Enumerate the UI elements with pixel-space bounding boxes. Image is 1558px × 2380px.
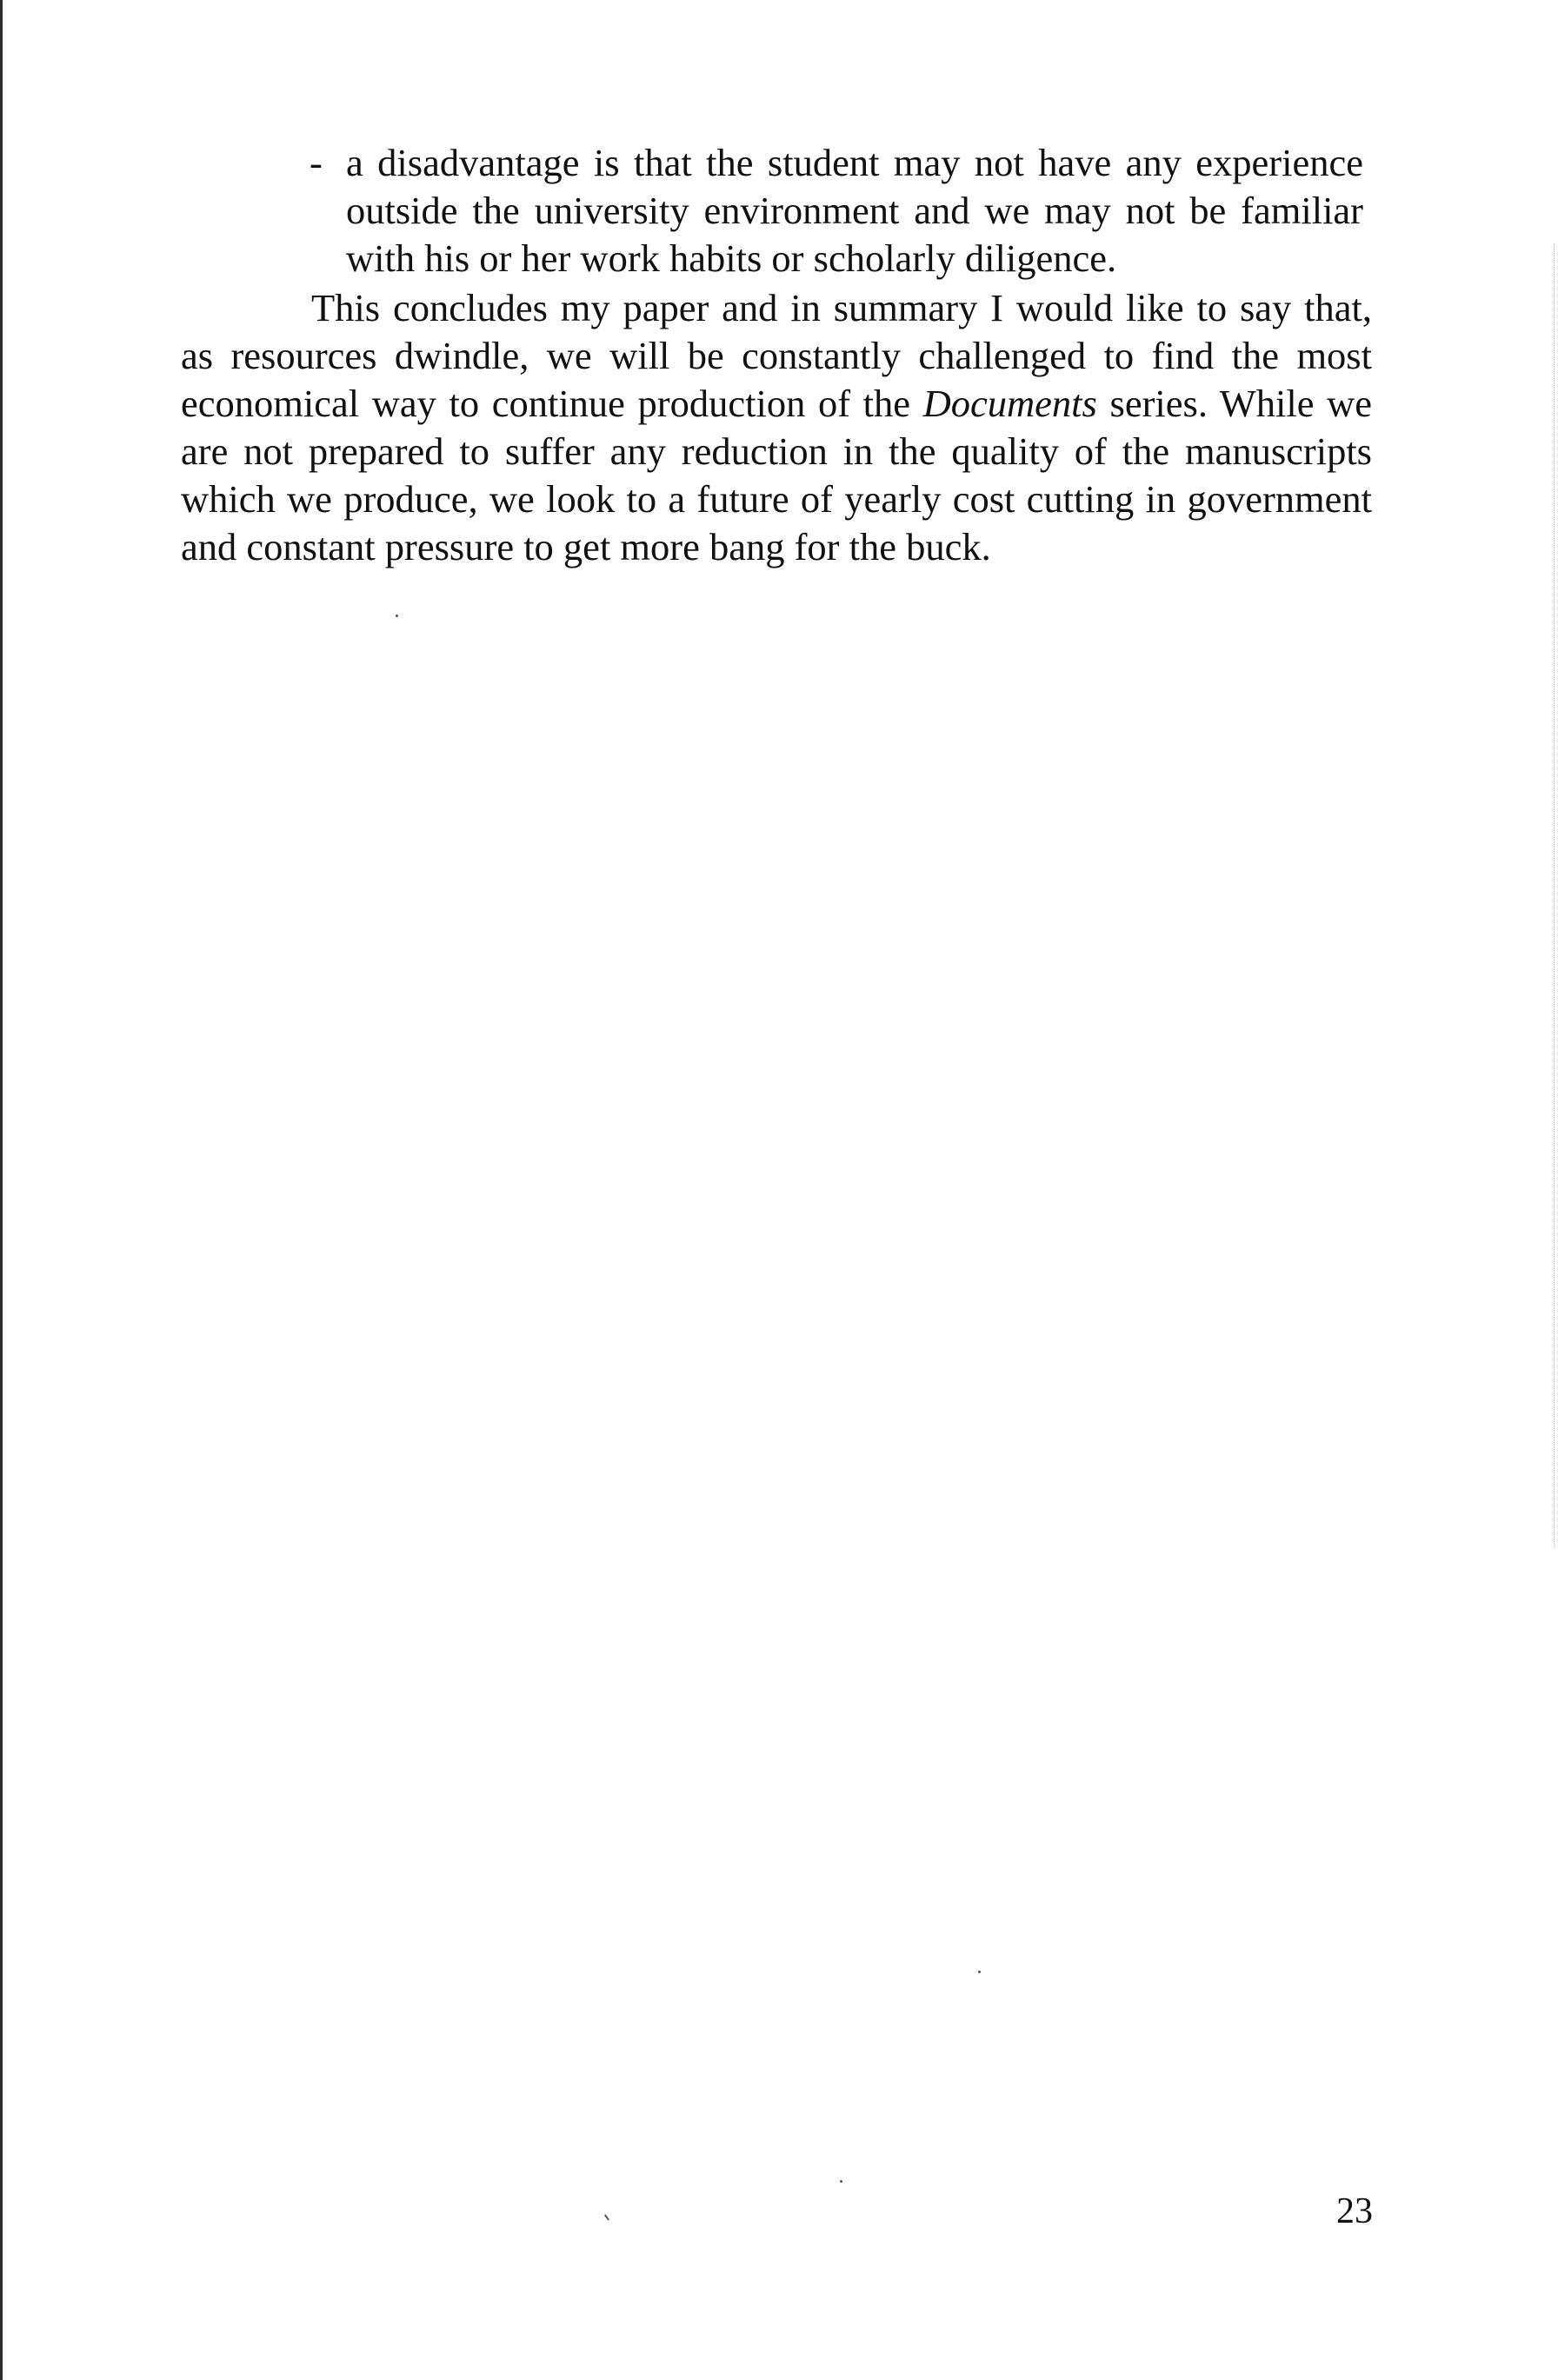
- bullet-marker: -: [310, 141, 323, 184]
- scan-edge-marks: [1553, 243, 1555, 1547]
- paragraph-text-end: series. While we are not prepared to suffer any reduction in the quality of the manuscripts which we produce, we look to a future of yearly cost cutting in government and constant pressure to get more bang for the buck.: [181, 382, 1372, 568]
- scan-speck: [396, 615, 398, 617]
- bullet-text: a disadvantage is that the student may not have any experience outside the university environment and we may not be familiar with his or her work habits or scholarly diligence.: [346, 141, 1363, 280]
- page-edge-line: [0, 0, 3, 2380]
- document-body: [181, 139, 1372, 571]
- summary-paragraph: [181, 284, 1372, 571]
- page-number: 23: [1336, 2191, 1373, 2231]
- paragraph-text-start: This concludes my paper and in summary I would like to say that, as resources dwindle, we will be constantly challenged to find the most economical way to continue production of the: [181, 286, 1372, 425]
- scan-speck: [978, 1971, 981, 1973]
- scan-speck: [840, 2180, 842, 2183]
- scan-speck: [604, 2214, 609, 2221]
- bullet-item: [181, 139, 1363, 283]
- documents-series-title: Documents: [922, 382, 1097, 425]
